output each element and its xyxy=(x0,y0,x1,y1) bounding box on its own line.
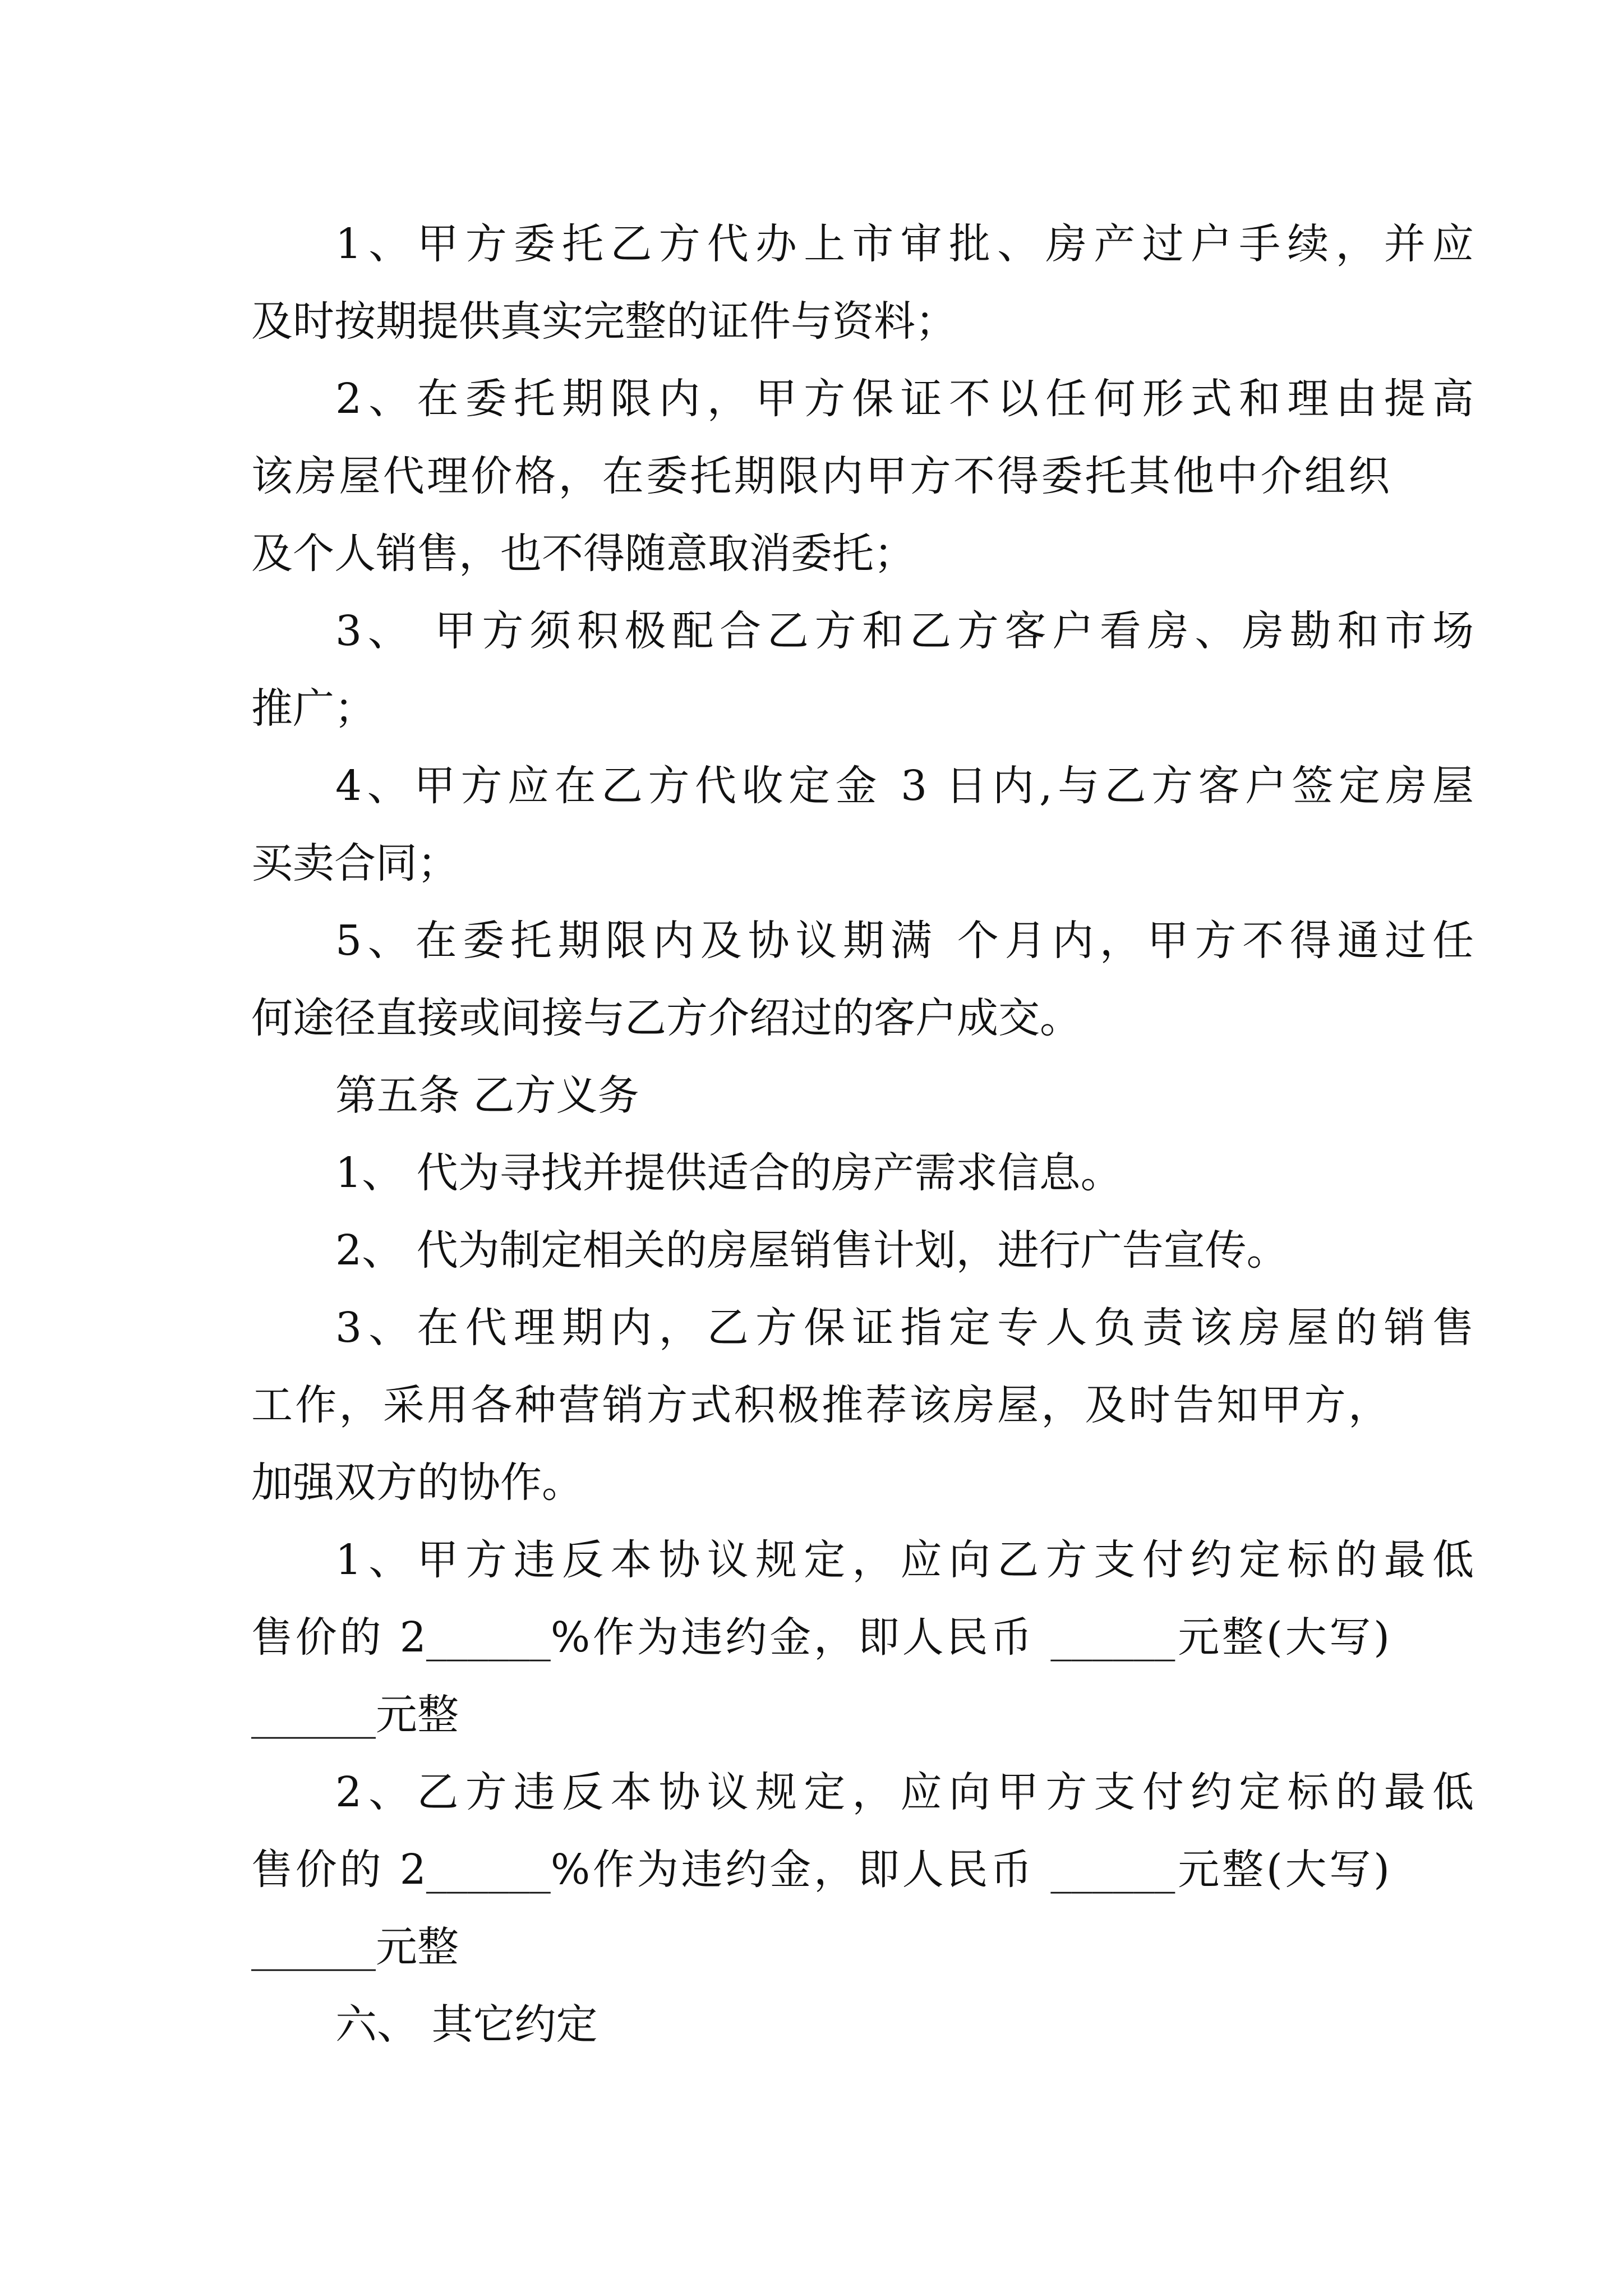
clause-line: 售价的 2______%作为违约金，即人民币 ______元整(大写) xyxy=(251,1613,1390,1662)
clause-line: 售价的 2______%作为违约金，即人民币 ______元整(大写) xyxy=(251,1846,1390,1894)
clause-line: 推广； xyxy=(251,684,376,733)
clause-line: 5、在委托期限内及协议期满 个月内，甲方不得通过任 xyxy=(335,917,1474,965)
clause-line: 及时按期提供真实完整的证件与资料； xyxy=(251,297,957,346)
clause-line: 2、在委托期限内，甲方保证不以任何形式和理由提高 xyxy=(335,375,1474,423)
section-heading: 六、 其它约定 xyxy=(335,2000,598,2049)
clause-line: 加强双方的协作。 xyxy=(251,1458,583,1507)
clause-line: 4、甲方应在乙方代收定金 3 日内,与乙方客户签定房屋 xyxy=(335,762,1474,810)
clause-line: 工作，采用各种营销方式积极推荐该房屋，及时告知甲方， xyxy=(251,1381,1390,1429)
clause-line: 1、甲方委托乙方代办上市审批、房产过户手续，并应 xyxy=(335,220,1474,268)
section-heading: 第五条 乙方义务 xyxy=(335,1071,639,1120)
clause-line: 1、甲方违反本协议规定，应向乙方支付约定标的最低 xyxy=(335,1536,1474,1584)
clause-line: 1、 代为寻找并提供适合的房产需求信息。 xyxy=(335,1149,1122,1197)
clause-line: 3、在代理期内，乙方保证指定专人负责该房屋的销售 xyxy=(335,1304,1474,1352)
clause-line: 及个人销售，也不得随意取消委托； xyxy=(251,530,915,578)
clause-line: 2、乙方违反本协议规定，应向甲方支付约定标的最低 xyxy=(335,1768,1474,1816)
clause-line: 该房屋代理价格，在委托期限内甲方不得委托其他中介组织 xyxy=(251,452,1390,500)
clause-line: 何途径直接或间接与乙方介绍过的客户成交。 xyxy=(251,994,1081,1042)
clause-line: ______元整 xyxy=(251,1691,459,1739)
clause-line: 2、 代为制定相关的房屋销售计划，进行广告宣传。 xyxy=(335,1226,1288,1274)
clause-line: 买卖合同； xyxy=(251,839,459,887)
clause-line: 3、 甲方须积极配合乙方和乙方客户看房、房勘和市场 xyxy=(335,607,1474,655)
clause-line: ______元整 xyxy=(251,1923,459,1971)
